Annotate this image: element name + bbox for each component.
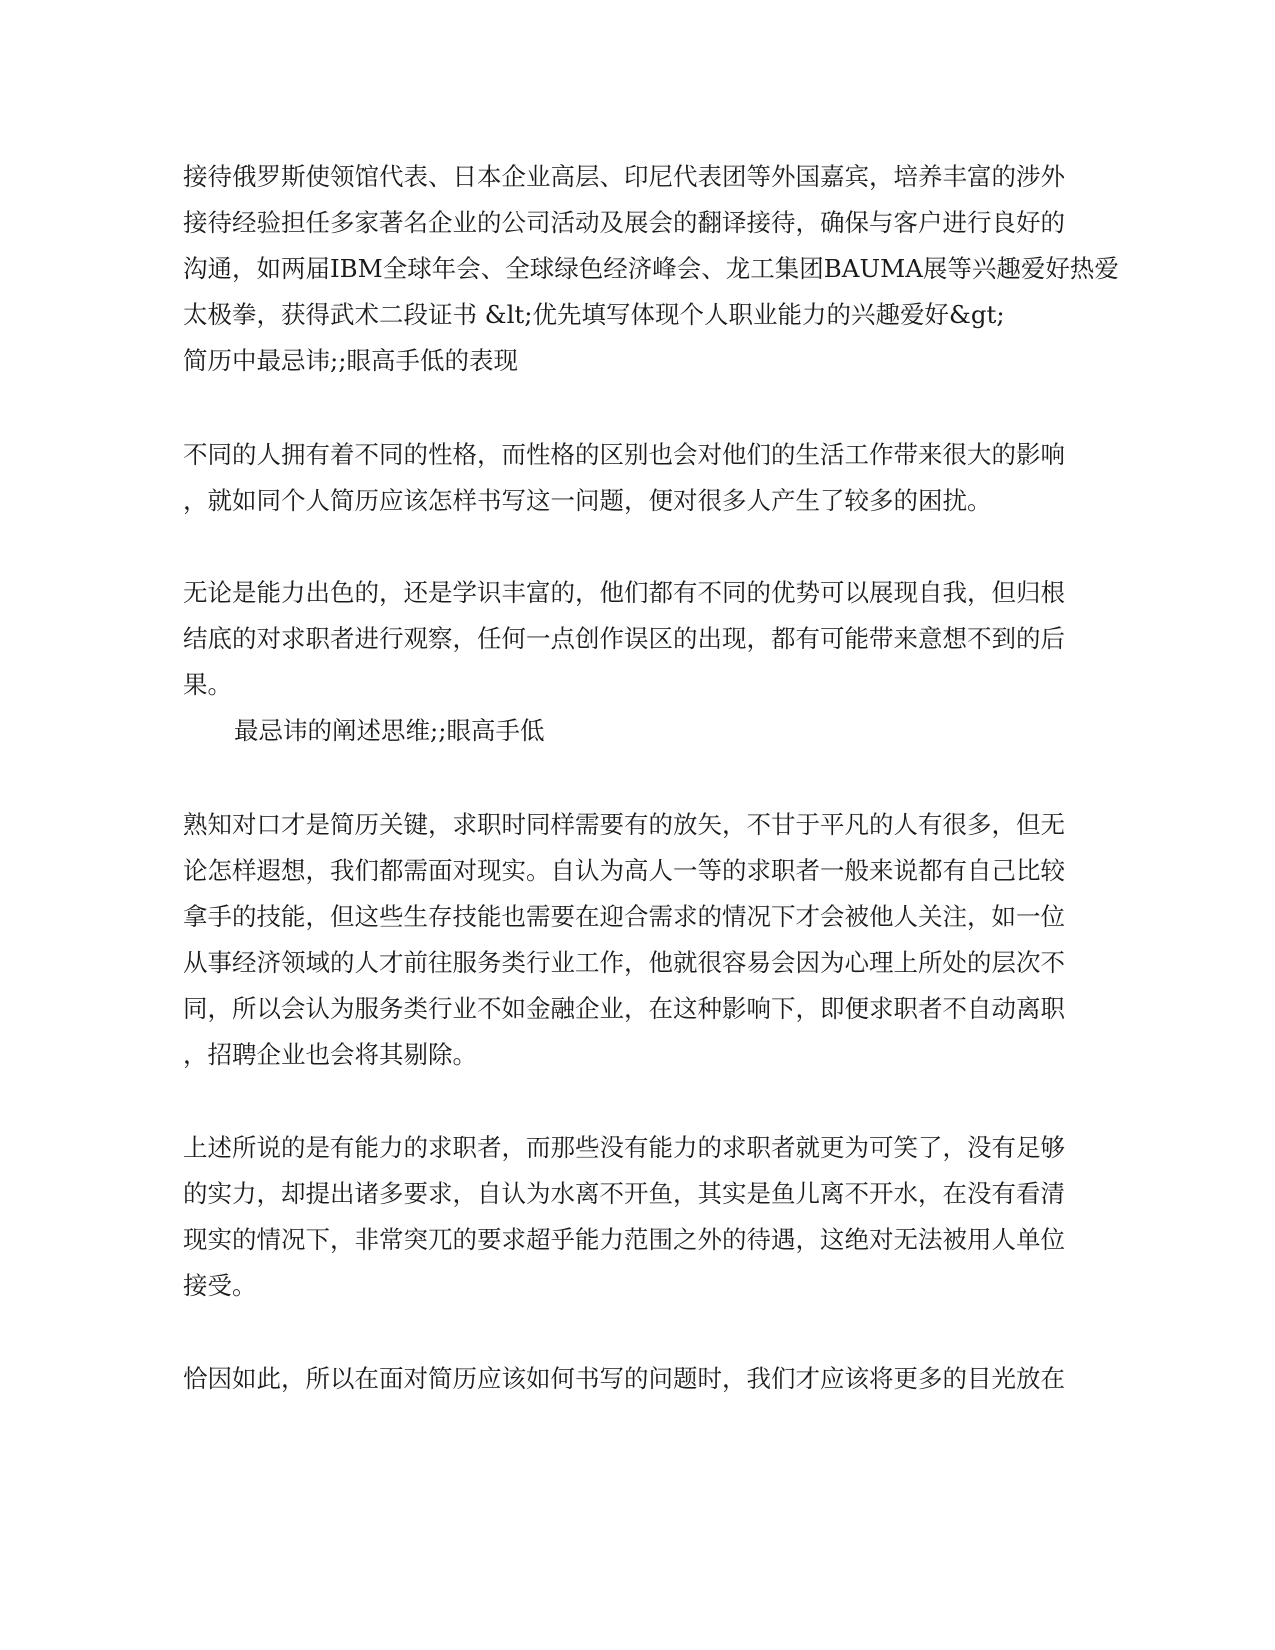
paragraph-line: 沟通，如两届IBM全球年会、全球绿色经济峰会、龙工集团BAUMA展等兴趣爱好热爱 <box>183 254 1119 283</box>
paragraph-line: ，就如同个人简历应该怎样书写这一问题，便对很多人产生了较多的困扰。 <box>183 486 992 515</box>
paragraph-line: 太极拳，获得武术二段证书 &lt;优先填写体现个人职业能力的兴趣爱好&gt; <box>183 300 1005 329</box>
paragraph-line: 接受。 <box>183 1271 257 1300</box>
paragraph-line: 果。 <box>183 670 232 699</box>
paragraph-line: 恰因如此，所以在面对简历应该如何书写的问题时，我们才应该将更多的目光放在 <box>183 1364 1065 1393</box>
paragraph-line: 现实的情况下，非常突兀的要求超乎能力范围之外的待遇，这绝对无法被用人单位 <box>183 1225 1065 1254</box>
heading-line: 简历中最忌讳;;眼高手低的表现 <box>183 346 519 375</box>
paragraph-line: 不同的人拥有着不同的性格，而性格的区别也会对他们的生活工作带来很大的影响 <box>183 440 1065 469</box>
paragraph-line: 论怎样遐想，我们都需面对现实。自认为高人一等的求职者一般来说都有自己比较 <box>183 856 1065 885</box>
section-heading: 最忌讳的阐述思维;;眼高手低 <box>234 716 545 745</box>
paragraph-line: 结底的对求职者进行观察，任何一点创作误区的出现，都有可能带来意想不到的后 <box>183 624 1065 653</box>
paragraph-line: 接待俄罗斯使领馆代表、日本企业高层、印尼代表团等外国嘉宾，培养丰富的涉外 <box>183 162 1065 191</box>
paragraph-line: 熟知对口才是简历关键，求职时同样需要有的放矢，不甘于平凡的人有很多，但无 <box>183 810 1065 839</box>
paragraph-line: 上述所说的是有能力的求职者，而那些没有能力的求职者就更为可笑了，没有足够 <box>183 1133 1065 1162</box>
paragraph-line: 接待经验担任多家著名企业的公司活动及展会的翻译接待，确保与客户进行良好的 <box>183 208 1065 237</box>
paragraph-line: 从事经济领域的人才前往服务类行业工作，他就很容易会因为心理上所处的层次不 <box>183 948 1065 977</box>
paragraph-line: 拿手的技能，但这些生存技能也需要在迎合需求的情况下才会被他人关注，如一位 <box>183 902 1065 931</box>
paragraph-line: 的实力，却提出诸多要求，自认为水离不开鱼，其实是鱼儿离不开水，在没有看清 <box>183 1179 1065 1208</box>
paragraph-line: ，招聘企业也会将其剔除。 <box>183 1040 477 1069</box>
paragraph-line: 同，所以会认为服务类行业不如金融企业，在这种影响下，即便求职者不自动离职 <box>183 994 1065 1023</box>
paragraph-line: 无论是能力出色的，还是学识丰富的，他们都有不同的优势可以展现自我，但归根 <box>183 578 1065 607</box>
